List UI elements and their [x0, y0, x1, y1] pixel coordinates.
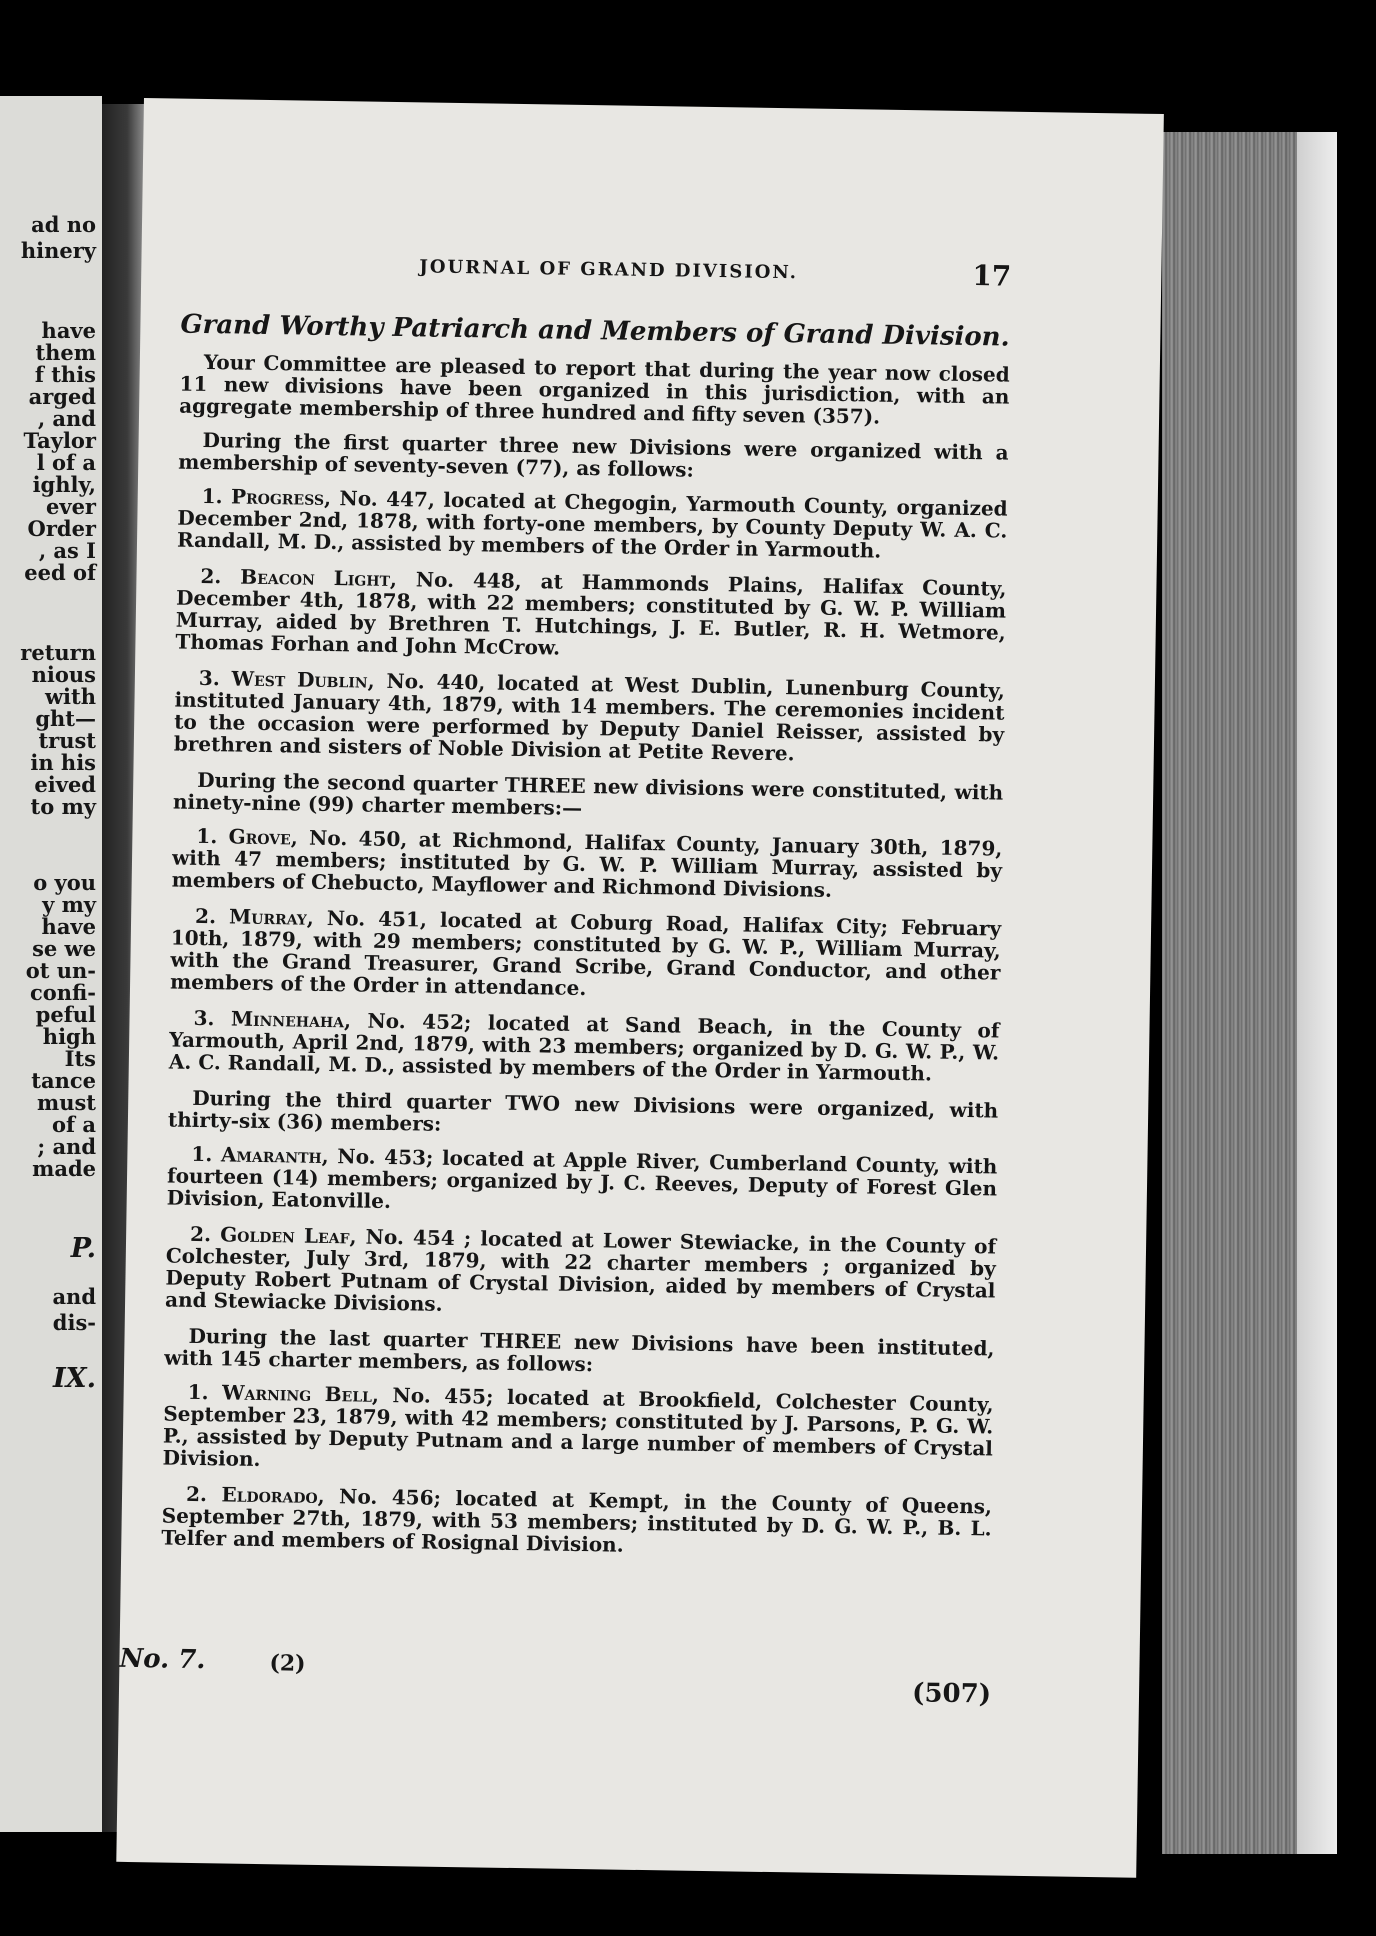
left-page-text: made: [32, 1156, 96, 1181]
left-page-text: dis-: [52, 1310, 96, 1335]
entry-number: 3.: [198, 665, 232, 691]
division-name: Progress: [230, 484, 325, 510]
paragraph: During the first quarter three new Divisions were organized with a membership of seventy-seven (77), as follows:: [178, 427, 1009, 482]
division-name: Golden Leaf: [219, 1222, 350, 1249]
division-name: Grove: [228, 824, 292, 850]
left-page-text: , as I: [38, 538, 96, 563]
entry-number: 1.: [187, 1379, 223, 1405]
left-page-text: P.: [70, 1233, 96, 1264]
left-page-text: peful: [35, 1002, 96, 1027]
signature-number: No. 7.: [119, 1643, 206, 1676]
signature-mark: (2): [269, 1650, 306, 1677]
left-page-text: ad no: [31, 212, 96, 237]
left-page-text: hinery: [20, 238, 96, 263]
division-entry: [165, 1222, 996, 1323]
division-entry: [167, 1142, 998, 1221]
entry-number: 2.: [200, 563, 241, 589]
folio-number: (507): [911, 1678, 992, 1710]
left-page-text: have: [41, 914, 96, 939]
left-page-text: to my: [30, 794, 96, 819]
left-page-text: o you: [33, 870, 96, 895]
page-edges: [1162, 132, 1337, 1854]
left-page-text: them: [35, 340, 96, 365]
page-body: [161, 309, 1011, 1576]
left-page-text: trust: [38, 728, 96, 753]
paragraph: During the last quarter THREE new Divisions have been instituted, with 145 charter members, as follows:: [164, 1323, 995, 1377]
left-page-text: and: [52, 1284, 96, 1309]
paragraph: During the third quarter TWO new Divisions were organized, with thirty-six (36) members:: [167, 1085, 999, 1136]
paragraph-list: [161, 351, 1010, 1562]
left-page-text: eed of: [24, 560, 96, 585]
left-page-text: with: [44, 684, 96, 709]
left-page-text: arged: [28, 384, 96, 409]
left-page-text: must: [36, 1090, 96, 1115]
division-name: Warning Bell: [221, 1380, 373, 1407]
division-entry: [177, 485, 1008, 564]
entry-number: 2.: [189, 1221, 221, 1247]
entry-text: , No. 453; located at Apple River, Cumberland County, with fourteen (14) members; organized by J. C. Reeves, Deputy of Forest Glen Division, Eatonville.: [166, 1143, 998, 1214]
left-page-fragment: [0, 96, 102, 1832]
left-page-text: ighly,: [32, 472, 96, 497]
left-page-text: f this: [34, 362, 96, 387]
entry-text: , No. 451, located at Coburg Road, Halifax City; February 10th, 1879, with 29 members; constituted by G. W. P., William Murray, with the Grand Treasurer, Grand Scribe, Grand Conductor, and other members of the Order in attendance.: [169, 905, 1002, 1001]
left-page-text: se we: [32, 936, 96, 961]
entry-number: 2.: [194, 903, 230, 929]
division-name: Eldorado: [221, 1482, 318, 1508]
page-header: [141, 246, 1162, 302]
left-page-text: ever: [46, 494, 96, 519]
division-entry: [169, 1007, 1000, 1086]
division-entry: [175, 565, 1006, 666]
left-page-text: confi-: [29, 980, 96, 1005]
left-page-text: have: [41, 318, 96, 343]
division-entry: [174, 667, 1005, 768]
entry-number: 3.: [193, 1005, 232, 1031]
left-page-text: eived: [34, 772, 96, 797]
entry-text: , No. 447, located at Chegogin, Yarmouth County, organized December 2nd, 1878, with forty-one members, by County Deputy W. A. C. Randall, M. D., assisted by members of the Order in Yarmouth.: [176, 485, 1008, 563]
entry-text: , No. 455; located at Brookfield, Colchester County, September 23, 1879, with 42 members; constituted by J. Parsons, P. G. W. P., assisted by Deputy Putnam and a large number of members of Crystal Division.: [162, 1382, 994, 1471]
entry-text: , No. 450, at Richmond, Halifax County, January 30th, 1879, with 47 members; instituted by G. W. P. William Murray, assisted by members of Chebucto, Mayflower and Richmond Divisions.: [171, 825, 1003, 902]
entry-text: , No. 452; located at Sand Beach, in the County of Yarmouth, April 2nd, 1879, with 23 members; organized by D. G. W. P., W. A. C. Randall, M. D., assisted by members of the Order in Yarmouth.: [168, 1008, 1000, 1086]
entry-number: 2.: [185, 1481, 222, 1507]
left-page-text: Order: [27, 516, 96, 541]
left-page-text: tance: [31, 1068, 96, 1093]
division-name: Minnehaha: [230, 1006, 345, 1033]
paragraph: Your Committee are pleased to report that during the year now closed 11 new divisions have been organized in this jurisdiction, with an aggregate membership of three hundred and fifty seven (357).: [178, 349, 1010, 429]
left-page-text: IX.: [53, 1363, 96, 1394]
division-name: Beacon Light: [240, 564, 391, 591]
paragraph: During the second quarter THREE new divisions were constituted, with ninety-nine (99) charter members:—: [172, 767, 1004, 820]
entry-number: 1.: [196, 823, 229, 849]
left-page-text: ght—: [35, 706, 96, 731]
left-page-text: Its: [64, 1046, 96, 1071]
left-page-text: ot un-: [25, 958, 96, 983]
left-page-text: nious: [31, 662, 96, 687]
entry-text: , No. 440, located at West Dublin, Lunenburg County, instituted January 4th, 1879, with 14 members. The ceremonies incident to the occasion were performed by Deputy Daniel Reisser, assisted by brethren and sisters of Noble Division at Petite Revere.: [173, 668, 1006, 766]
running-title: JOURNAL OF GRAND DIVISION.: [419, 256, 799, 284]
section-heading: Grand Worthy Patriarch and Members of Grand Division.: [180, 309, 1010, 353]
entry-number: 1.: [201, 483, 232, 509]
left-page-text: of a: [52, 1112, 96, 1137]
left-page-text: l of a: [36, 450, 96, 475]
page: [116, 98, 1164, 1878]
page-footer: [119, 1643, 1140, 1710]
left-page-text: Taylor: [23, 428, 96, 453]
division-name: West Dublin: [231, 666, 368, 693]
page-number: 17: [972, 259, 1012, 293]
left-page-text: high: [42, 1024, 96, 1049]
entry-text: , No. 448, at Hammonds Plains, Halifax County, December 4th, 1878, with 22 members; constituted by G. W. P. William Murray, aided by Brethren T. Hutchings, J. E. Butler, R. H. Wetmore, Thomas Forhan and John McCrow.: [175, 566, 1007, 660]
division-name: Murray: [228, 904, 308, 930]
division-entry: [161, 1482, 992, 1561]
entry-text: , No. 456; located at Kempt, in the County of Queens, September 27th, 1879, with 53 members; instituted by D. G. W. P., B. L. Telfer and members of Rosignal Division.: [161, 1483, 993, 1557]
left-page-text: ; and: [37, 1134, 96, 1159]
left-page-text: , and: [37, 406, 96, 431]
entry-number: 1.: [191, 1141, 222, 1167]
division-entry: [170, 905, 1001, 1006]
division-entry: [162, 1380, 993, 1481]
left-page-text: in his: [30, 750, 96, 775]
entry-text: , No. 454 ; located at Lower Stewiacke, in the County of Colchester, July 3rd, 1879, with 22 charter members ; organized by Deputy Robert Putnam of Crystal Division, aided by members of Crystal and Stewiacke Divisions.: [164, 1224, 997, 1316]
division-entry: [172, 825, 1003, 904]
left-page-text: return: [20, 640, 96, 665]
left-page-text: y my: [42, 892, 96, 917]
division-name: Amaranth: [220, 1142, 322, 1168]
